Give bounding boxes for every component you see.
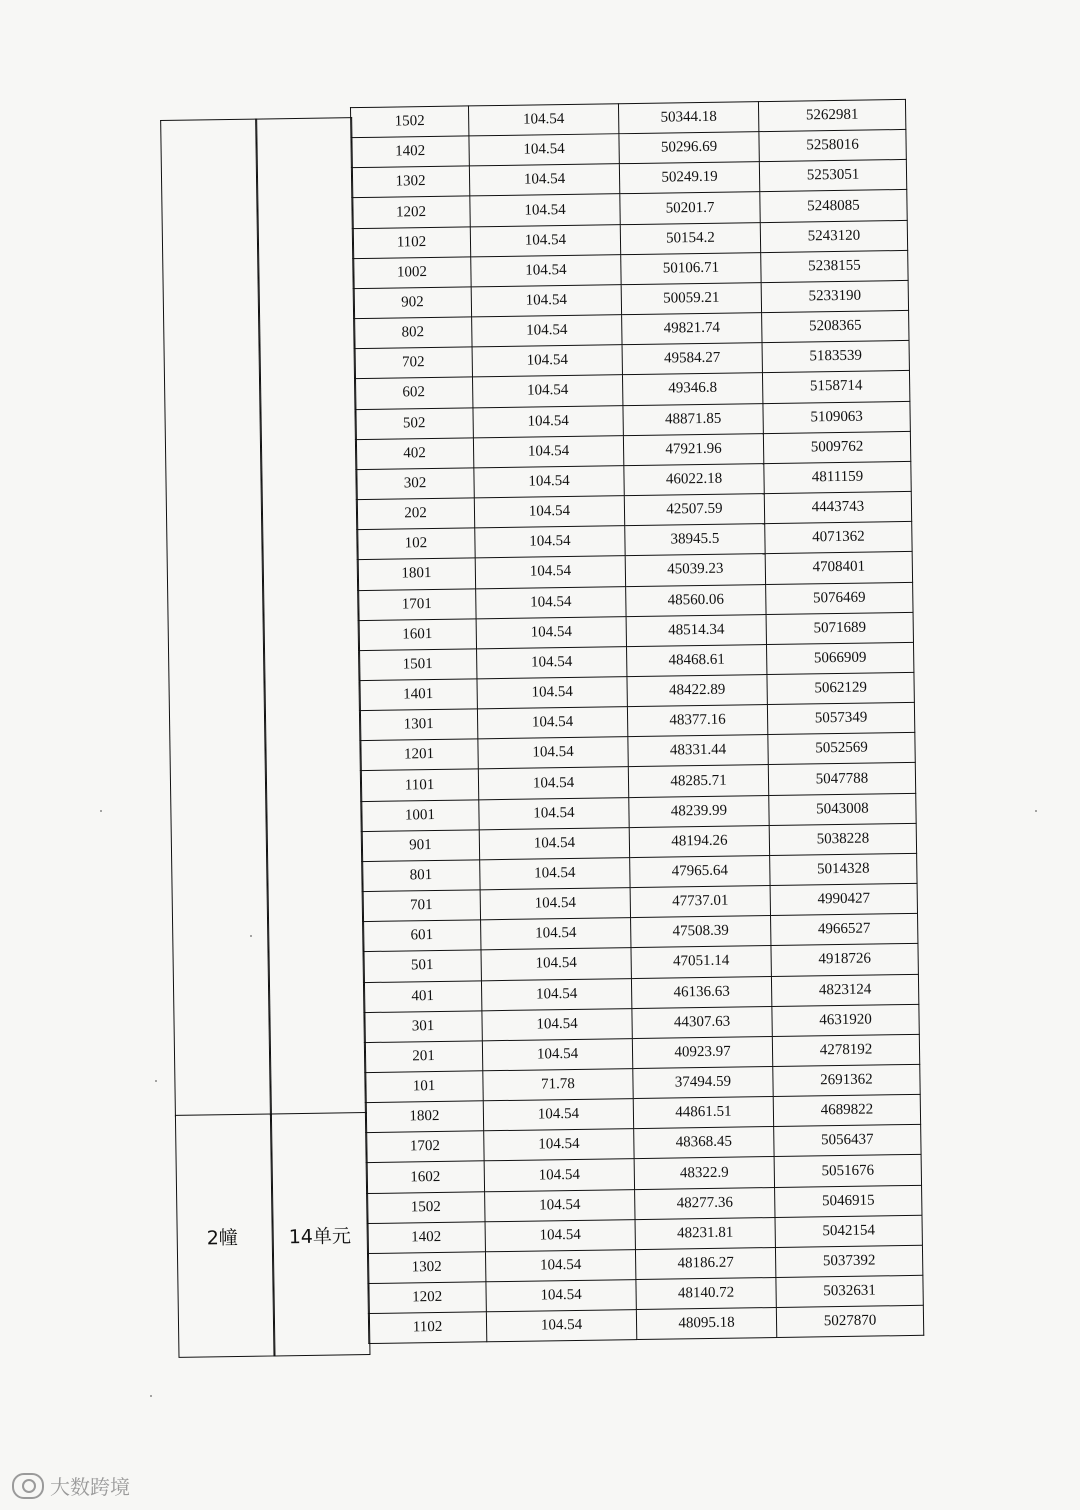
area-cell: 104.54: [486, 1310, 636, 1342]
room-number-cell: 901: [361, 830, 479, 862]
total-price-cell: 5248085: [760, 190, 907, 222]
room-number-cell: 1601: [358, 619, 476, 651]
room-number-cell: 1102: [368, 1312, 486, 1344]
watermark: [12, 1471, 130, 1500]
building-column-top: [160, 119, 272, 1117]
unit-price-cell: 48194.26: [629, 825, 769, 857]
unit-column-top: [255, 117, 367, 1115]
room-number-cell: 802: [354, 317, 472, 349]
unit-price-cell: 44307.63: [632, 1006, 772, 1038]
unit-price-cell: 48422.89: [627, 675, 767, 707]
area-cell: 104.54: [477, 646, 627, 678]
total-price-cell: 5183539: [762, 341, 909, 373]
unit-price-cell: 48368.45: [634, 1127, 774, 1159]
table-body: [350, 99, 923, 1344]
total-price-cell: 4278192: [772, 1034, 919, 1066]
unit-price-cell: 37494.59: [633, 1067, 773, 1099]
unit-price-cell: 40923.97: [632, 1036, 772, 1068]
area-cell: 104.54: [486, 1280, 636, 1312]
unit-price-cell: 48277.36: [635, 1187, 775, 1219]
area-cell: 71.78: [483, 1069, 633, 1101]
total-price-cell: 5062129: [767, 672, 914, 704]
total-price-cell: 5238155: [761, 250, 908, 282]
unit-price-cell: 50344.18: [618, 102, 758, 134]
unit-price-cell: 47508.39: [631, 916, 771, 948]
total-price-cell: 5262981: [758, 99, 905, 131]
room-number-cell: 501: [363, 950, 481, 982]
area-cell: 104.54: [481, 948, 631, 980]
area-cell: 104.54: [472, 315, 622, 347]
room-number-cell: 402: [355, 438, 473, 470]
total-price-cell: 4811159: [764, 461, 911, 493]
unit-price-cell: 49584.27: [622, 343, 762, 375]
room-number-cell: 401: [363, 980, 481, 1012]
scan-speck: [1035, 810, 1037, 812]
area-cell: 104.54: [473, 435, 623, 467]
area-cell: 104.54: [480, 888, 630, 920]
room-number-cell: 302: [356, 468, 474, 500]
unit-price-cell: 48560.06: [626, 584, 766, 616]
area-cell: 104.54: [485, 1219, 635, 1251]
area-cell: 104.54: [476, 616, 626, 648]
total-price-cell: 4823124: [771, 974, 918, 1006]
room-number-cell: 1502: [350, 106, 468, 138]
total-price-cell: 5066909: [766, 642, 913, 674]
total-price-cell: 5071689: [766, 612, 913, 644]
room-number-cell: 1301: [359, 709, 477, 741]
area-cell: 104.54: [478, 737, 628, 769]
total-price-cell: 5057349: [767, 702, 914, 734]
area-cell: 104.54: [485, 1189, 635, 1221]
total-price-cell: 5051676: [774, 1155, 921, 1187]
area-cell: 104.54: [473, 405, 623, 437]
unit-price-cell: 48239.99: [629, 795, 769, 827]
room-number-cell: 1801: [357, 558, 475, 590]
area-cell: 104.54: [482, 1008, 632, 1040]
room-number-cell: 1402: [367, 1222, 485, 1254]
unit-price-cell: 47965.64: [630, 855, 770, 887]
total-price-cell: 4966527: [771, 914, 918, 946]
unit-price-cell: 48140.72: [636, 1278, 776, 1310]
unit-price-cell: 48231.81: [635, 1217, 775, 1249]
area-cell: 104.54: [472, 375, 622, 407]
unit-price-cell: 48322.9: [634, 1157, 774, 1189]
unit-price-cell: 48331.44: [628, 735, 768, 767]
unit-price-cell: 50154.2: [620, 222, 760, 254]
unit-price-cell: 46136.63: [631, 976, 771, 1008]
area-cell: 104.54: [481, 918, 631, 950]
room-number-cell: 602: [355, 377, 473, 409]
area-cell: 104.54: [474, 496, 624, 528]
brand-logo-icon: [12, 1473, 44, 1499]
unit-price-cell: 50059.21: [621, 283, 761, 315]
room-number-cell: 101: [365, 1071, 483, 1103]
room-number-cell: 1602: [366, 1161, 484, 1193]
area-cell: 104.54: [475, 526, 625, 558]
room-number-cell: 202: [356, 498, 474, 530]
room-number-cell: 1702: [366, 1131, 484, 1163]
room-number-cell: 502: [355, 407, 473, 439]
area-cell: 104.54: [475, 556, 625, 588]
area-cell: 104.54: [479, 827, 629, 859]
area-cell: 104.54: [481, 978, 631, 1010]
unit-price-cell: 50249.19: [619, 162, 759, 194]
area-cell: 104.54: [470, 224, 620, 256]
unit-price-cell: 46022.18: [624, 463, 764, 495]
unit-price-cell: 42507.59: [624, 494, 764, 526]
total-price-cell: 5042154: [775, 1215, 922, 1247]
area-cell: 104.54: [471, 254, 621, 286]
total-price-cell: 5009762: [763, 431, 910, 463]
total-price-cell: 5047788: [768, 763, 915, 795]
unit-price-cell: 50296.69: [619, 132, 759, 164]
unit-label: 14单元: [288, 1225, 352, 1249]
room-number-cell: 1401: [359, 679, 477, 711]
area-cell: 104.54: [468, 104, 618, 136]
room-number-cell: 1102: [352, 227, 470, 259]
room-number-cell: 1101: [360, 769, 478, 801]
total-price-cell: 5037392: [775, 1245, 922, 1277]
unit-price-cell: 50106.71: [621, 252, 761, 284]
area-cell: 104.54: [483, 1099, 633, 1131]
price-table-sheet: [160, 99, 944, 1365]
total-price-cell: 5243120: [760, 220, 907, 252]
unit-price-cell: 44861.51: [633, 1097, 773, 1129]
area-cell: 104.54: [479, 797, 629, 829]
building-label: 2幢: [206, 1226, 238, 1250]
room-number-cell: 201: [364, 1041, 482, 1073]
total-price-cell: 4689822: [773, 1094, 920, 1126]
scan-speck: [100, 810, 102, 812]
area-cell: 104.54: [470, 194, 620, 226]
total-price-cell: 5233190: [761, 280, 908, 312]
room-number-cell: 702: [354, 347, 472, 379]
total-price-cell: 5038228: [769, 823, 916, 855]
total-price-cell: 5158714: [762, 371, 909, 403]
total-price-cell: 4443743: [764, 491, 911, 523]
area-cell: 104.54: [477, 707, 627, 739]
unit-price-cell: 48285.71: [628, 765, 768, 797]
total-price-cell: 5258016: [759, 130, 906, 162]
total-price-cell: 5014328: [770, 853, 917, 885]
room-number-cell: 1501: [359, 649, 477, 681]
area-cell: 104.54: [476, 586, 626, 618]
unit-price-cell: 47051.14: [631, 946, 771, 978]
area-cell: 104.54: [469, 164, 619, 196]
total-price-cell: 4071362: [765, 522, 912, 554]
area-cell: 104.54: [484, 1159, 634, 1191]
total-price-cell: 4918726: [771, 944, 918, 976]
area-cell: 104.54: [469, 134, 619, 166]
room-number-cell: 1302: [351, 166, 469, 198]
unit-price-cell: 48468.61: [627, 644, 767, 676]
scan-speck: [155, 1080, 157, 1082]
watermark-text: 大数跨境: [50, 1475, 130, 1499]
area-cell: 104.54: [471, 285, 621, 317]
scan-speck: [150, 1395, 152, 1397]
unit-price-cell: 49821.74: [622, 313, 762, 345]
area-cell: 104.54: [484, 1129, 634, 1161]
area-cell: 104.54: [480, 858, 630, 890]
room-number-cell: 1402: [351, 136, 469, 168]
total-price-cell: 5043008: [769, 793, 916, 825]
room-number-cell: 1001: [361, 799, 479, 831]
room-number-cell: 1202: [352, 196, 470, 228]
room-number-cell: 601: [363, 920, 481, 952]
total-price-cell: 5253051: [759, 160, 906, 192]
scan-speck: [250, 935, 252, 937]
unit-price-cell: 48186.27: [635, 1247, 775, 1279]
total-price-cell: 5208365: [762, 311, 909, 343]
room-number-cell: 801: [362, 860, 480, 892]
room-number-cell: 1701: [358, 588, 476, 620]
area-cell: 104.54: [482, 1038, 632, 1070]
unit-price-cell: 48871.85: [623, 403, 763, 435]
room-number-cell: 1802: [365, 1101, 483, 1133]
total-price-cell: 5032631: [776, 1275, 923, 1307]
unit-price-cell: 45039.23: [625, 554, 765, 586]
total-price-cell: 2691362: [773, 1064, 920, 1096]
unit-price-cell: 47921.96: [623, 433, 763, 465]
unit-price-cell: 48377.16: [627, 705, 767, 737]
unit-price-cell: 50201.7: [620, 192, 760, 224]
room-number-cell: 1202: [368, 1282, 486, 1314]
area-cell: 104.54: [474, 466, 624, 498]
room-number-cell: 1002: [353, 257, 471, 289]
total-price-cell: 5052569: [768, 733, 915, 765]
total-price-cell: 5027870: [776, 1306, 923, 1338]
price-table: [350, 99, 924, 1345]
unit-price-cell: 47737.01: [630, 886, 770, 918]
total-price-cell: 5109063: [763, 401, 910, 433]
unit-price-cell: 48514.34: [626, 614, 766, 646]
area-cell: 104.54: [485, 1250, 635, 1282]
room-number-cell: 301: [364, 1011, 482, 1043]
total-price-cell: 4990427: [770, 883, 917, 915]
unit-price-cell: 49346.8: [622, 373, 762, 405]
room-number-cell: 1201: [360, 739, 478, 771]
room-number-cell: 1302: [367, 1252, 485, 1284]
unit-price-cell: 38945.5: [625, 524, 765, 556]
total-price-cell: 4631920: [772, 1004, 919, 1036]
room-number-cell: 902: [353, 287, 471, 319]
area-cell: 104.54: [477, 677, 627, 709]
room-number-cell: 102: [357, 528, 475, 560]
room-number-cell: 701: [362, 890, 480, 922]
area-cell: 104.54: [478, 767, 628, 799]
unit-price-cell: 48095.18: [636, 1308, 776, 1340]
total-price-cell: 4708401: [765, 552, 912, 584]
total-price-cell: 5056437: [774, 1125, 921, 1157]
area-cell: 104.54: [472, 345, 622, 377]
room-number-cell: 1502: [367, 1191, 485, 1223]
total-price-cell: 5076469: [766, 582, 913, 614]
total-price-cell: 5046915: [775, 1185, 922, 1217]
